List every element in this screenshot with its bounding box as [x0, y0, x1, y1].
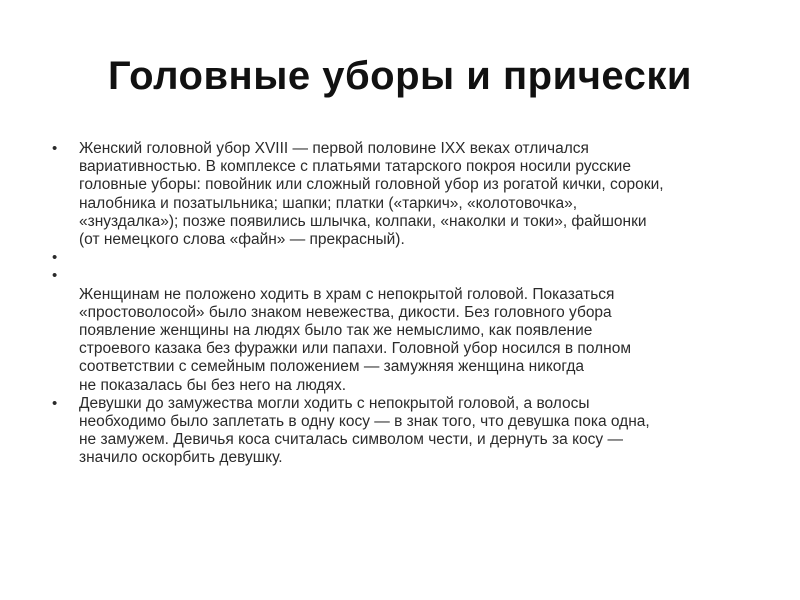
bullet-dot-icon: •	[52, 140, 58, 157]
bullet-dot-icon: •	[52, 249, 58, 267]
bullet-item-2	[52, 249, 752, 267]
slide-title: Головные уборы и прически	[108, 54, 692, 98]
bullet-item-3	[52, 267, 752, 394]
bullet-text-4: Девушки до замужества могли ходить с непокрытой головой, а волосы необходимо было заплетать в одну косу — в знак того, что девушка пока одна, не замужем. Девичья коса считалась символом чести, и дернуть за косу — значило оскорбить девушку.	[79, 394, 650, 467]
bullet-list	[52, 140, 752, 468]
bullet-dot-icon: •	[52, 394, 58, 412]
bullet-text-2	[79, 249, 752, 267]
bullet-dot-icon: •	[52, 267, 58, 285]
bullet-item-1	[52, 140, 752, 249]
bullet-item-4	[52, 395, 752, 468]
bullet-text-3: Женщинам не положено ходить в храм с непокрытой головой. Показаться «простоволосой» было знаком невежества, дикости. Без головного убора появление женщины на людях было так же немыслимо, как появление строевого казака без фуражки или папахи. Головной убор носился в полном соответствии с семейным положением — замужняя женщина никогда не показалась бы без него на людях.	[79, 285, 631, 394]
bullet-text-1: Женский головной убор XVIII — первой половине IXX веках отличался вариативностью. В комплексе с платьями татарского покроя носили русские головные уборы: повойник или сложный головной убор из рогатой кички, сороки, налобника и позатыльника; шапки; платки («таркич», «колотовочка», «знуздалка»); позже появились шлычка, колпаки, «наколки и токи», файшонки (от немецкого слова «файн» — прекрасный).	[79, 140, 664, 249]
